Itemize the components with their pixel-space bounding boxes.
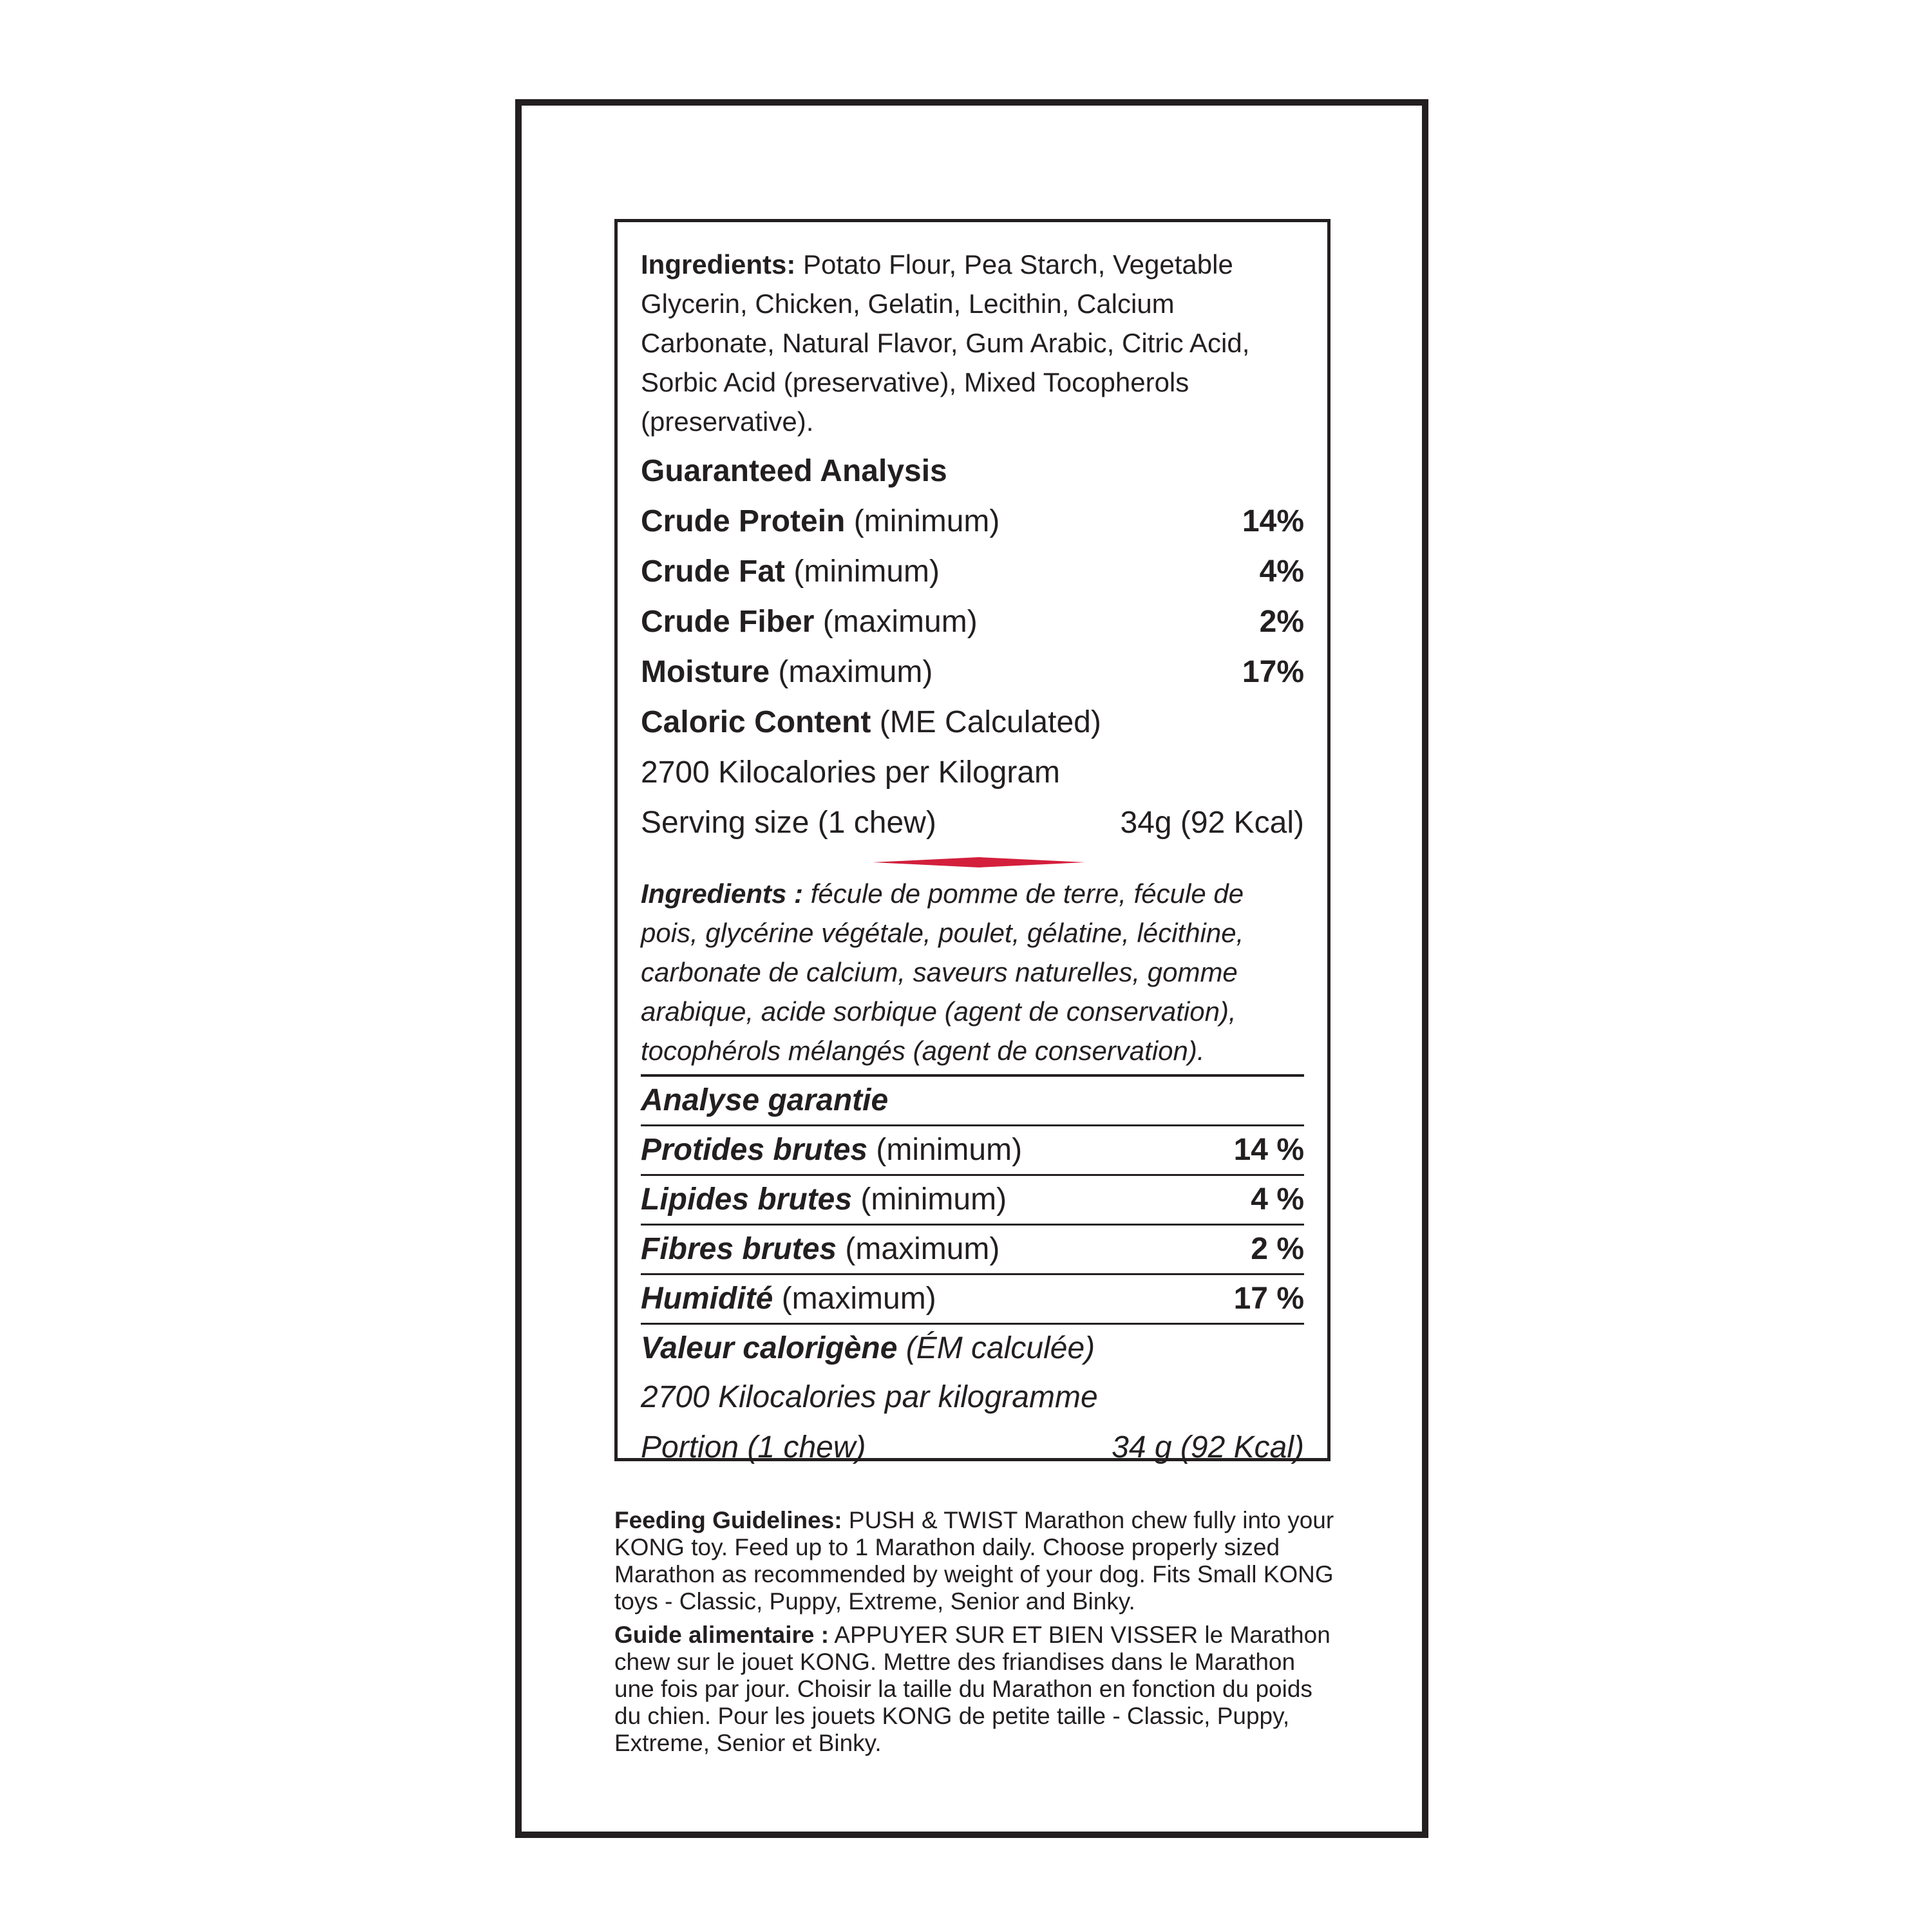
ingredients-fr-label: Ingredients : [641,878,804,909]
analysis-fr-name: Protides brutes [641,1133,868,1167]
analysis-fr-value: 17 % [1233,1282,1304,1316]
ingredients-en-label: Ingredients: [641,249,796,279]
analysis-fr-row [641,1174,1304,1224]
analysis-row [641,647,1304,697]
analysis-name: Crude Protein [641,504,846,538]
analysis-fr-name: Fibres brutes [641,1232,837,1266]
red-accent-divider-shape [873,857,1085,867]
serving-size-label: Serving size (1 chew) [641,806,936,840]
analysis-fr-qualifier: (maximum) [845,1232,1000,1266]
caloric-content-label: Caloric Content [641,705,871,739]
feeding-guidelines-en-label: Feeding Guidelines: [614,1507,842,1533]
analysis-fr-row [641,1124,1304,1174]
kcal-par-kg: 2700 Kilocalories par kilogramme [641,1380,1098,1414]
ingredients-en [641,245,1304,441]
ingredients-fr-text: fécule de pomme de terre, fécule de pois, glycérine végétale, poulet, gélatine, lécithine, carbonate de calcium, saveurs naturelles, gomme arabique, acide sorbique (agent de conservation), tocophérols mélangés (agent de conservation). [641,878,1244,1066]
analysis-fr-name: Humidité [641,1282,773,1316]
analysis-value: 17% [1242,655,1304,689]
analysis-fr-name: Lipides brutes [641,1182,853,1217]
caloric-content-qualifier: (ME Calculated) [879,705,1101,739]
red-accent-divider [641,848,1304,874]
analysis-qualifier: (minimum) [853,504,1000,538]
portion-row [641,1423,1304,1473]
analysis-fr-row [641,1224,1304,1273]
portion-label: Portion (1 chew) [641,1430,866,1464]
analysis-value: 2% [1259,605,1304,639]
analysis-qualifier: (maximum) [778,655,933,689]
nutrition-panel-content [641,245,1304,1473]
analysis-row [641,547,1304,597]
feeding-guidelines-en-text: PUSH & TWIST Marathon chew fully into your KONG toy. Feed up to 1 Marathon daily. Choose properly sized Marathon as recommended by weight of your dog. Fits Small KONG toys - Classic, Puppy, Extreme, Senior and Binky. [614,1507,1334,1615]
analysis-fr-qualifier: (minimum) [860,1182,1007,1217]
analysis-row [641,597,1304,647]
serving-size-row [641,798,1304,848]
analysis-name: Moisture [641,655,770,689]
ingredients-en-text: Potato Flour, Pea Starch, Vegetable Glycerin, Chicken, Gelatin, Lecithin, Calcium Carbonate, Natural Flavor, Gum Arabic, Citric Acid, Sorbic Acid (preservative), Mixed Tocopherols (preservative). [641,249,1250,437]
feeding-guidelines-fr [614,1622,1336,1757]
analysis-value: 4% [1259,554,1304,589]
analysis-row [641,497,1304,547]
caloric-content [641,697,1304,748]
analysis-qualifier: (maximum) [822,605,978,639]
portion-value: 34 g (92 Kcal) [1112,1430,1304,1464]
analysis-fr-table [641,1074,1304,1372]
analysis-name: Crude Fat [641,554,786,589]
valeur-calorigene-qualifier: (ÉM calculée) [905,1331,1095,1365]
kcal-per-kg: 2700 Kilocalories per Kilogram [641,755,1060,790]
analysis-value: 14% [1242,504,1304,538]
analysis-name: Crude Fiber [641,605,815,639]
analysis-fr-qualifier: (minimum) [876,1133,1023,1167]
analysis-fr-value: 2 % [1251,1232,1304,1266]
ingredients-fr [641,874,1304,1070]
nutrition-panel [614,219,1331,1464]
serving-size-value: 34g (92 Kcal) [1120,806,1304,840]
feeding-guidelines-fr-text: APPUYER SUR ET BIEN VISSER le Marathon chew sur le jouet KONG. Mettre des friandises dans le Marathon une fois par jour. Choisir la taille du Marathon en fonction du poids du chien. Pour les jouets KONG de petite taille - Classic, Puppy, Extreme, Senior et Binky. [614,1622,1331,1756]
valeur-calorigene-label: Valeur calorigène [641,1331,898,1365]
analysis-qualifier: (minimum) [793,554,940,589]
feeding-guidelines-fr-label: Guide alimentaire : [614,1622,829,1648]
feeding-guidelines-en [614,1507,1336,1615]
analysis-fr-value: 14 % [1233,1133,1304,1167]
analysis-fr-row [641,1273,1304,1323]
feeding-guidelines [614,1507,1336,1763]
analysis-fr-value: 4 % [1251,1182,1304,1217]
analysis-fr-qualifier: (maximum) [781,1282,936,1316]
analyse-garantie-title: Analyse garantie [641,1074,1304,1124]
valeur-calorigene [641,1323,1304,1372]
guaranteed-analysis-title: Guaranteed Analysis [641,454,947,488]
